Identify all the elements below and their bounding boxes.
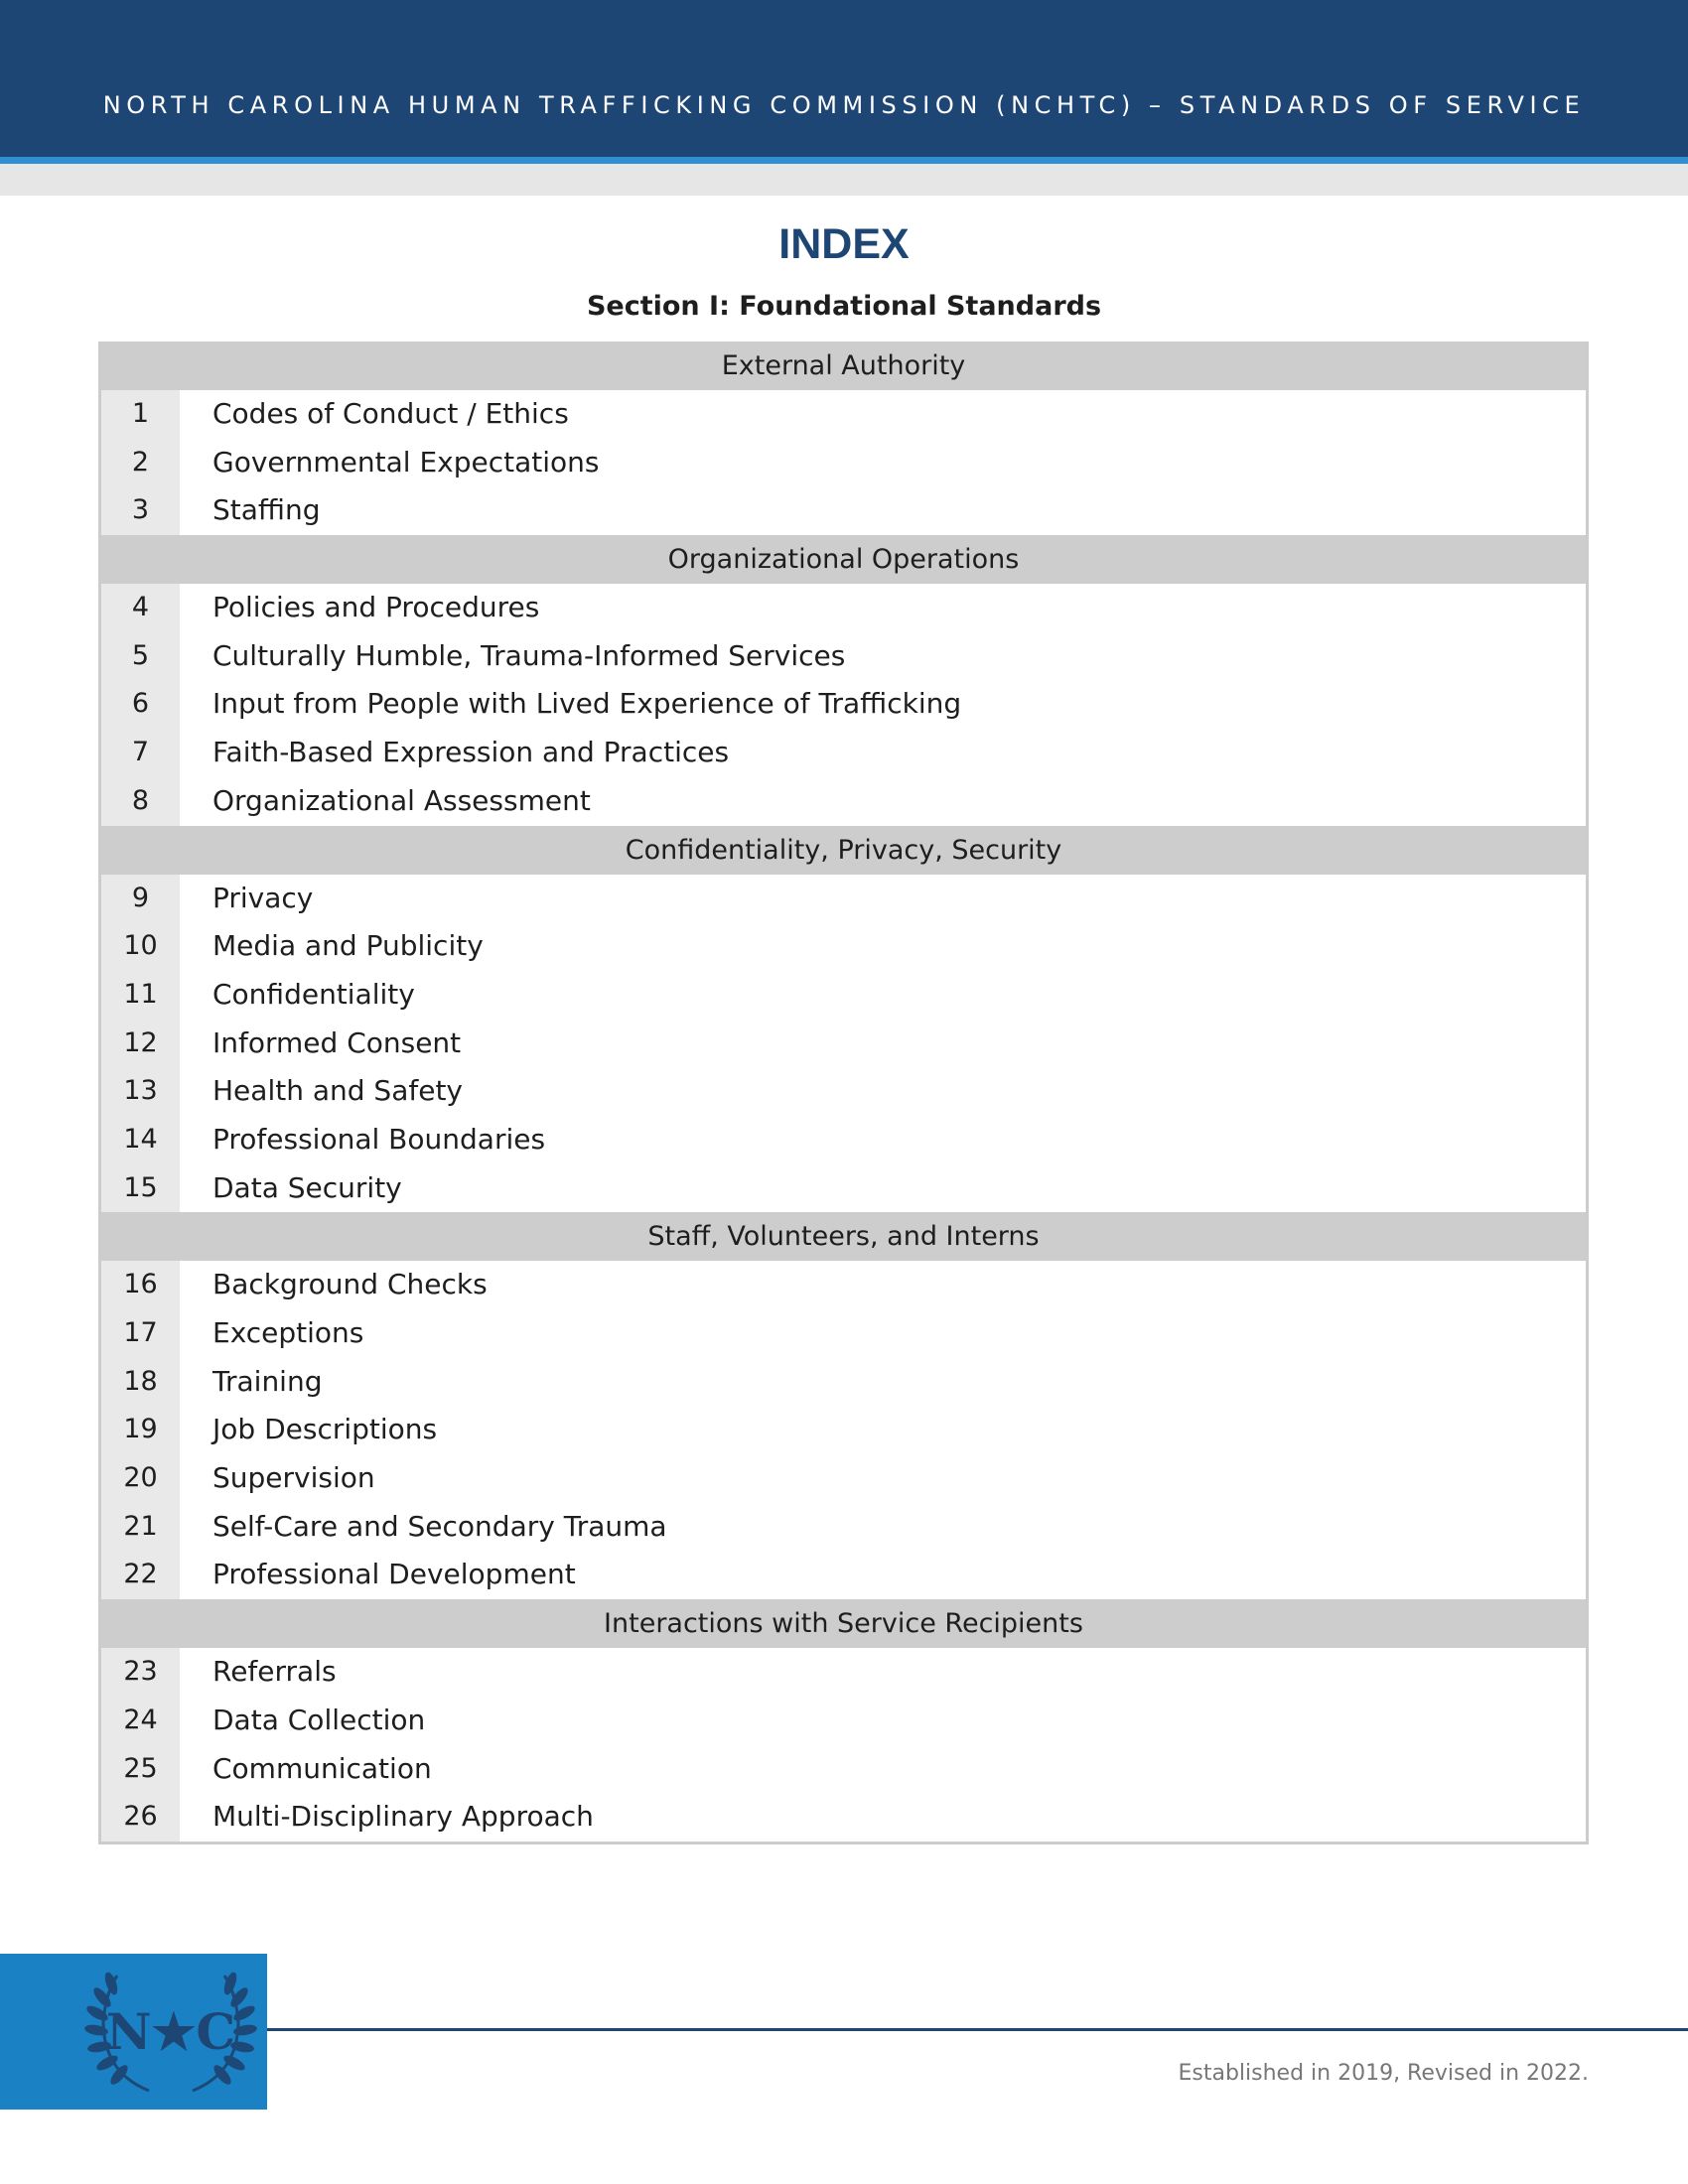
header-band [0,0,1688,157]
header-accent-stripe [0,157,1688,164]
standard-label: Professional Boundaries [212,1122,546,1156]
index-row [101,1406,1586,1454]
standard-label: Supervision [212,1461,375,1495]
nchtc-logo [0,1954,267,2110]
group-header: External Authority [101,341,1586,390]
standard-label: Staffing [212,493,321,527]
standard-number: 21 [101,1503,180,1552]
index-title: INDEX [778,220,910,268]
standard-label: Data Security [212,1170,402,1204]
standard-number: 5 [101,632,180,681]
standard-label: Policies and Procedures [212,591,540,624]
standard-label: Culturally Humble, Trauma-Informed Services [212,638,846,672]
standard-label: Referrals [212,1655,337,1689]
standard-label: Background Checks [212,1268,488,1301]
index-row [101,1697,1586,1745]
standard-number: 17 [101,1309,180,1358]
index-row [101,1503,1586,1552]
standard-label: Communication [212,1751,432,1785]
index-row [101,680,1586,729]
index-row [101,1551,1586,1599]
group-header: Organizational Operations [101,535,1586,584]
index-row [101,1454,1586,1503]
header-title: NORTH CAROLINA HUMAN TRAFFICKING COMMISSION (NCHTC) – STANDARDS OF SERVICE [102,91,1586,119]
index-row [101,777,1586,826]
standard-label: Training [212,1364,323,1398]
standard-number: 8 [101,777,180,826]
index-row [101,922,1586,971]
standard-number: 22 [101,1551,180,1599]
group-header: Staff, Volunteers, and Interns [101,1212,1586,1261]
standard-number: 4 [101,584,180,632]
standard-number: 25 [101,1745,180,1794]
header-gray-stripe [0,164,1688,196]
standard-label: Organizational Assessment [212,783,591,817]
standard-number: 18 [101,1358,180,1407]
standard-label: Privacy [212,881,314,914]
group-header: Interactions with Service Recipients [101,1599,1586,1648]
footer-rule [267,2028,1688,2031]
standard-label: Data Collection [212,1703,426,1736]
standard-number: 3 [101,486,180,535]
index-row [101,1116,1586,1164]
index-row [101,1358,1586,1407]
standard-number: 13 [101,1067,180,1116]
standard-label: Governmental Expectations [212,445,600,478]
standard-number: 26 [101,1793,180,1842]
standard-label: Media and Publicity [212,929,484,963]
standard-label: Informed Consent [212,1025,462,1059]
index-row [101,632,1586,681]
standard-label: Exceptions [212,1316,364,1349]
standard-number: 12 [101,1020,180,1068]
index-row [101,439,1586,487]
index-row [101,584,1586,632]
standard-number: 2 [101,439,180,487]
logo-monogram: N★C [105,2002,236,2061]
index-row [101,486,1586,535]
index-row [101,1261,1586,1309]
standard-number: 11 [101,971,180,1020]
standard-number: 1 [101,390,180,439]
standard-number: 6 [101,680,180,729]
standard-number: 9 [101,875,180,923]
index-row [101,971,1586,1020]
standard-label: Codes of Conduct / Ethics [212,397,569,430]
index-row [101,1648,1586,1697]
index-row [101,1793,1586,1842]
index-row [101,729,1586,777]
standard-number: 24 [101,1697,180,1745]
laurel-wreath-icon [0,1954,267,2110]
index-row [101,1067,1586,1116]
standard-number: 10 [101,922,180,971]
standard-label: Faith-Based Expression and Practices [212,736,730,769]
standard-number: 7 [101,729,180,777]
standard-label: Health and Safety [212,1074,463,1108]
standard-label: Multi-Disciplinary Approach [212,1800,594,1834]
index-table [98,341,1589,1844]
standard-number: 20 [101,1454,180,1503]
index-row [101,1745,1586,1794]
standard-label: Self-Care and Secondary Trauma [212,1509,667,1543]
footer-note: Established in 2019, Revised in 2022. [1178,2061,1589,2086]
standard-number: 14 [101,1116,180,1164]
standard-label: Professional Development [212,1558,576,1591]
index-row [101,1309,1586,1358]
index-row [101,1164,1586,1213]
standard-label: Input from People with Lived Experience of Trafficking [212,687,962,721]
index-row [101,875,1586,923]
standard-number: 23 [101,1648,180,1697]
section-title: Section I: Foundational Standards [586,291,1102,322]
group-header: Confidentiality, Privacy, Security [101,826,1586,875]
standard-label: Confidentiality [212,977,415,1011]
index-row [101,1020,1586,1068]
index-row [101,390,1586,439]
standard-number: 16 [101,1261,180,1309]
standard-number: 15 [101,1164,180,1213]
standard-number: 19 [101,1406,180,1454]
standard-label: Job Descriptions [212,1413,438,1446]
